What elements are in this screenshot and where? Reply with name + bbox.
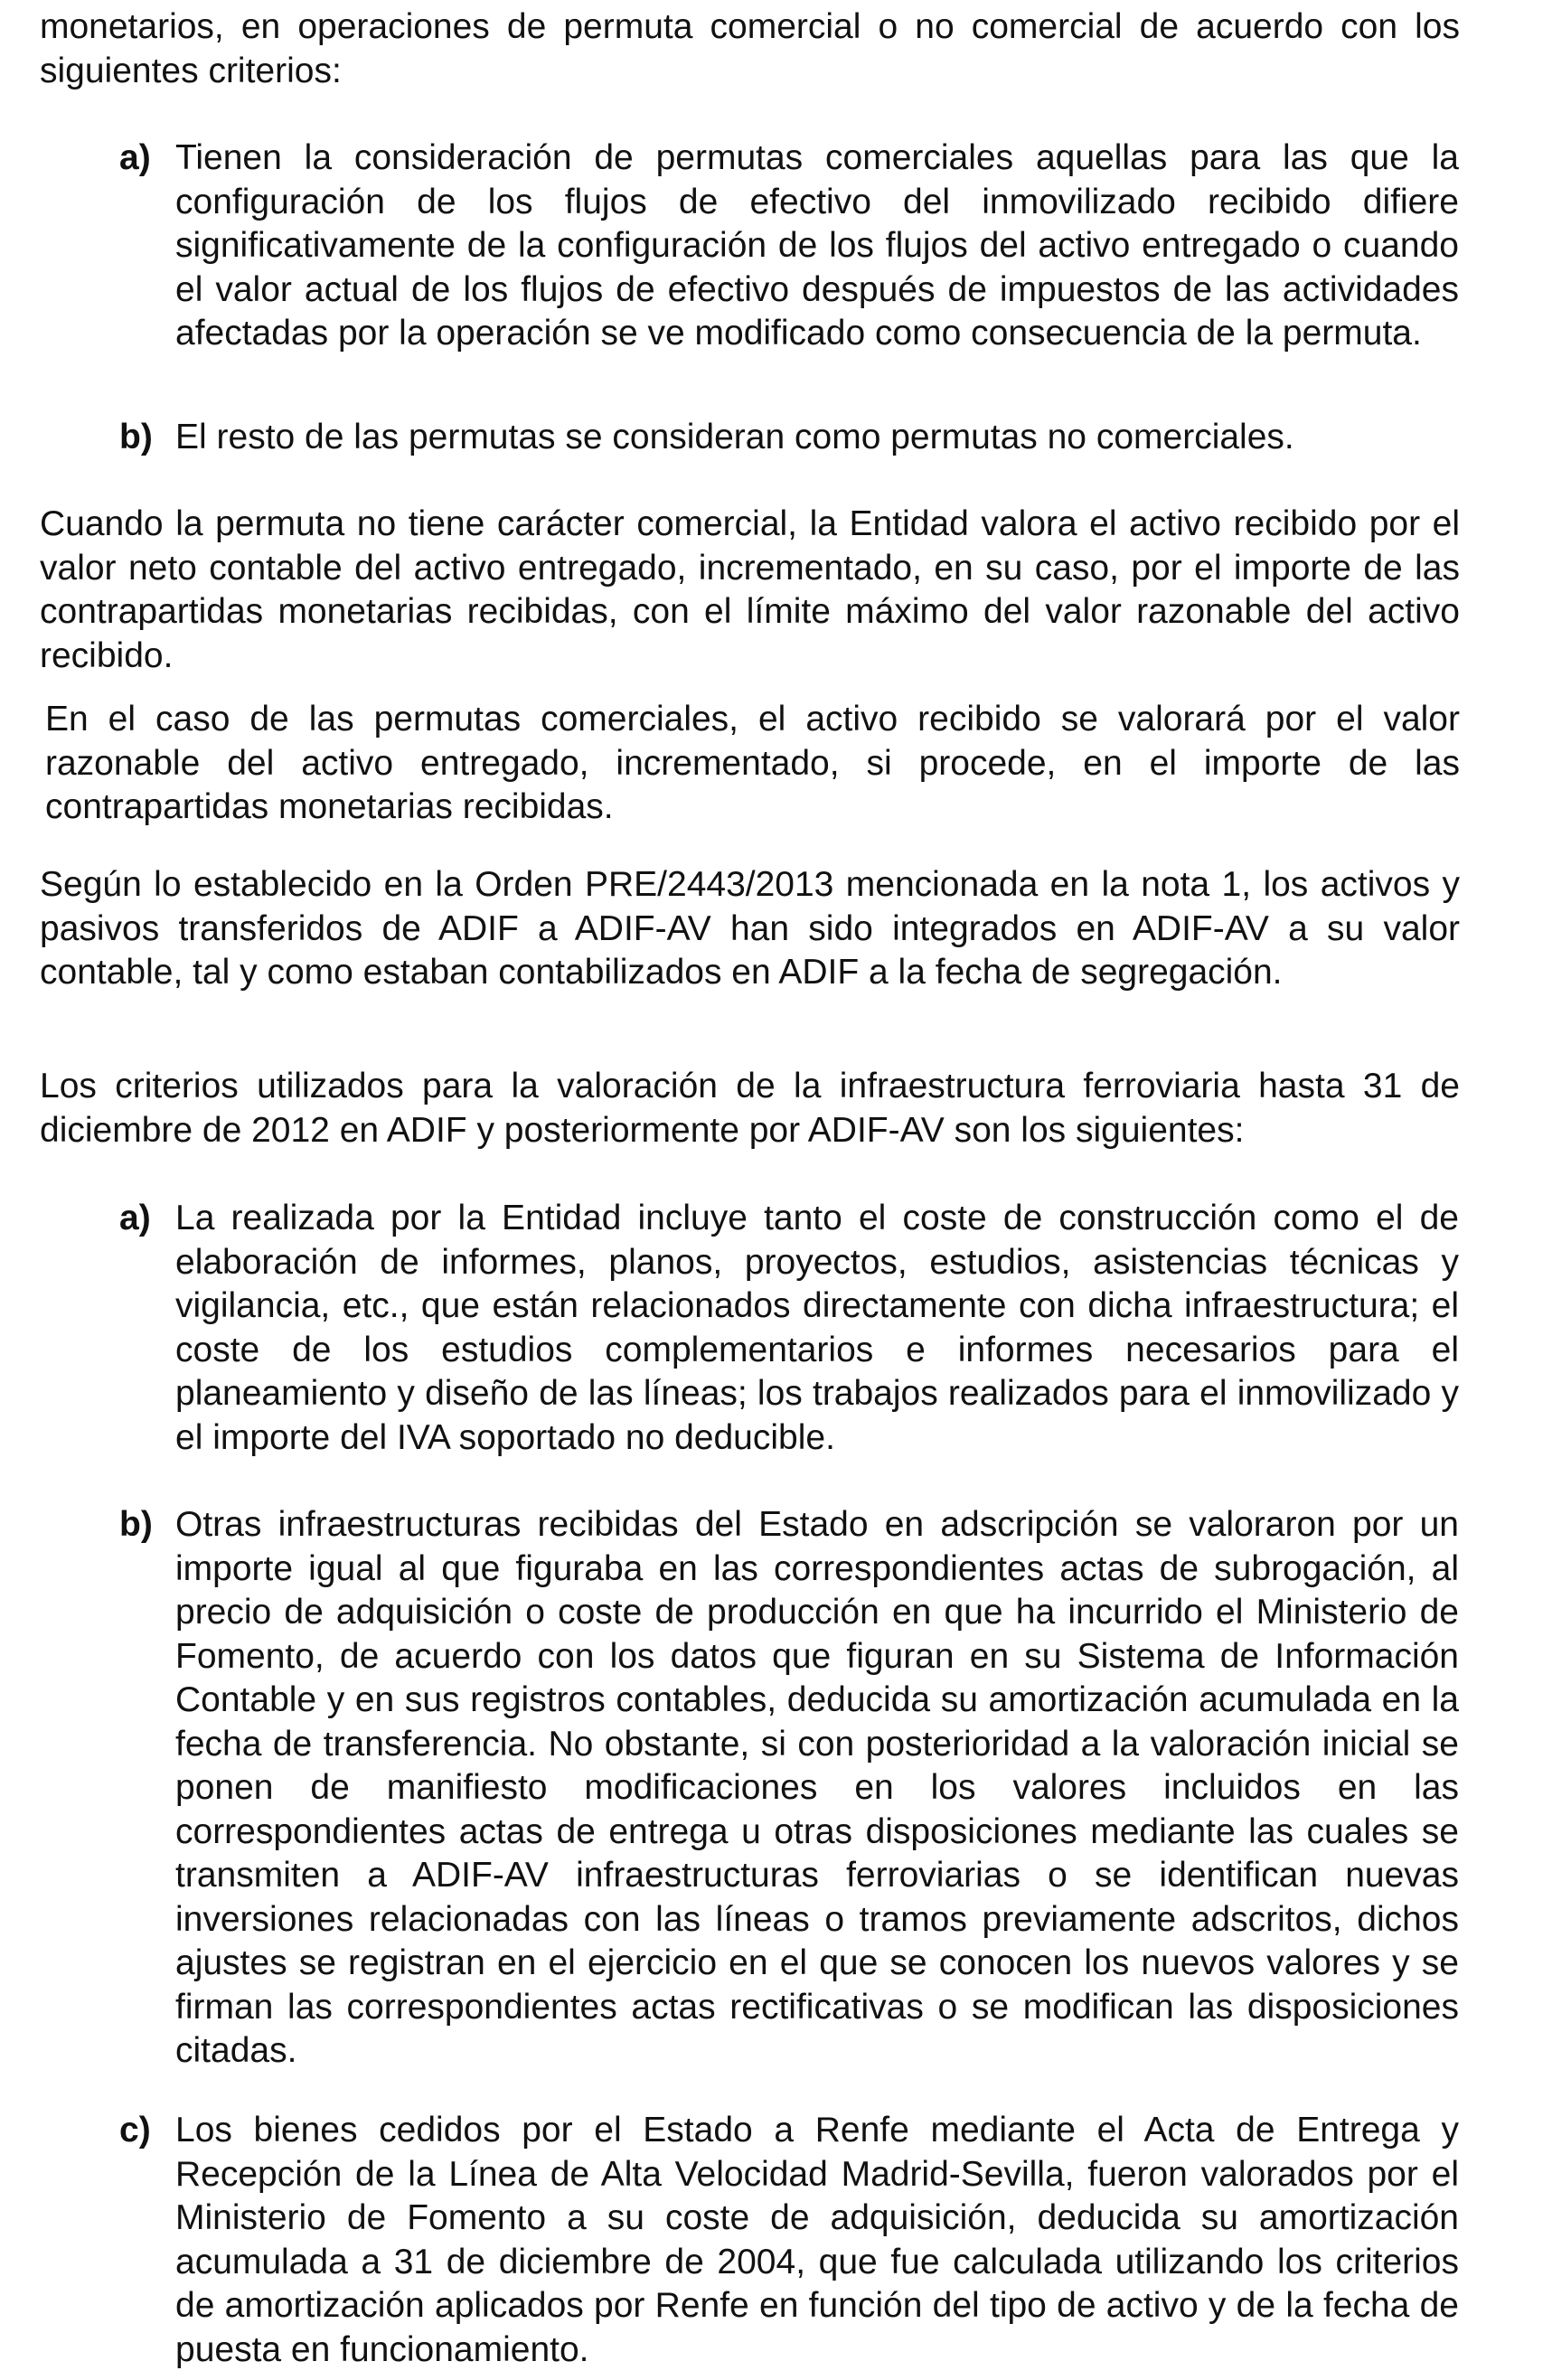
list-text: Los bienes cedidos por el Estado a Renfe mediante el Acta de Entrega y Recepción de la Línea de Alta Velocidad Madrid-Sevilla, fueron valorados por el Ministerio de Fomento a su coste de adquisición, deducida su amortización acumulada a 31 de diciembre de 2004, que fue calculada utilizando los criterios de amortización aplicados por Renfe en función del tipo de activo y de la fecha de puesta en funcionamiento. (175, 2111, 1459, 2369)
paragraph-criterios-valoracion: Los criterios utilizados para la valoración de la infraestructura ferroviaria hasta 31 de diciembre de 2012 en ADIF y posteriormente por ADIF-AV son los siguientes: (40, 1067, 1460, 1150)
paragraph-orden-pre: Según lo establecido en la Orden PRE/2443/2013 mencionada en la nota 1, los activos y pasivos transferidos de ADIF a ADIF-AV han sido integrados en ADIF-AV a su valor contable, tal y como estaban contabilizados en ADIF a la fecha de segregación. (40, 865, 1460, 992)
list-label: b) (119, 1505, 153, 1544)
paragraph-permuta-no-comercial: Cuando la permuta no tiene carácter comercial, la Entidad valora el activo recibido por el valor neto contable del activo entregado, incrementado, en su caso, por el importe de las contrapartidas monetarias recibidas, con el límite máximo del valor razonable del activo recibido. (40, 504, 1460, 675)
infra-criterion-a (119, 1197, 1459, 1460)
list-text: La realizada por la Entidad incluye tanto el coste de construcción como el de elaboración de informes, planos, proyectos, estudios, asistencias técnicas y vigilancia, etc., que están relacionados directamente con dicha infraestructura; el coste de los estudios complementarios e informes necesarios para el planeamiento y diseño de las líneas; los trabajos realizados para el inmovilizado y el importe del IVA soportado no deducible. (175, 1199, 1459, 1457)
list-label: a) (119, 1199, 151, 1237)
list-label: c) (119, 2111, 151, 2150)
paragraph-permuta-comercial: En el caso de las permutas comerciales, el activo recibido se valorará por el valor razonable del activo entregado, incrementado, si procede, en el importe de las contrapartidas monetarias recibidas. (45, 700, 1460, 826)
list-text: El resto de las permutas se consideran como permutas no comerciales. (175, 418, 1294, 456)
permuta-criterion-a (119, 136, 1459, 356)
list-label: b) (119, 418, 153, 456)
permuta-criterion-b (119, 416, 1459, 460)
infra-criterion-c (119, 2109, 1459, 2372)
infra-criterion-b (119, 1503, 1459, 2074)
intro-paragraph: monetarios, en operaciones de permuta comercial o no comercial de acuerdo con los siguientes criterios: (40, 7, 1460, 90)
list-text: Tienen la consideración de permutas comerciales aquellas para las que la configuración de los flujos de efectivo del inmovilizado recibido difiere significativamente de la configuración de los flujos del activo entregado o cuando el valor actual de los flujos de efectivo después de impuestos de las actividades afectadas por la operación se ve modificado como consecuencia de la permuta. (175, 138, 1459, 353)
list-label: a) (119, 138, 151, 177)
list-text: Otras infraestructuras recibidas del Estado en adscripción se valoraron por un importe igual al que figuraba en las correspondientes actas de subrogación, al precio de adquisición o coste de producción en que ha incurrido el Ministerio de Fomento, de acuerdo con los datos que figuran en su Sistema de Información Contable y en sus registros contables, deducida su amortización acumulada en la fecha de transferencia. No obstante, si con posterioridad a la valoración inicial se ponen de manifiesto modificaciones en los valores incluidos en las correspondientes actas de entrega u otras disposiciones mediante las cuales se transmiten a ADIF-AV infraestructuras ferroviarias o se identifican nuevas inversiones relacionadas con las líneas o tramos previamente adscritos, dichos ajustes se registran en el ejercicio en el que se conocen los nuevos valores y se firman las correspondientes actas rectificativas o se modifican las disposiciones citadas. (175, 1505, 1459, 2070)
